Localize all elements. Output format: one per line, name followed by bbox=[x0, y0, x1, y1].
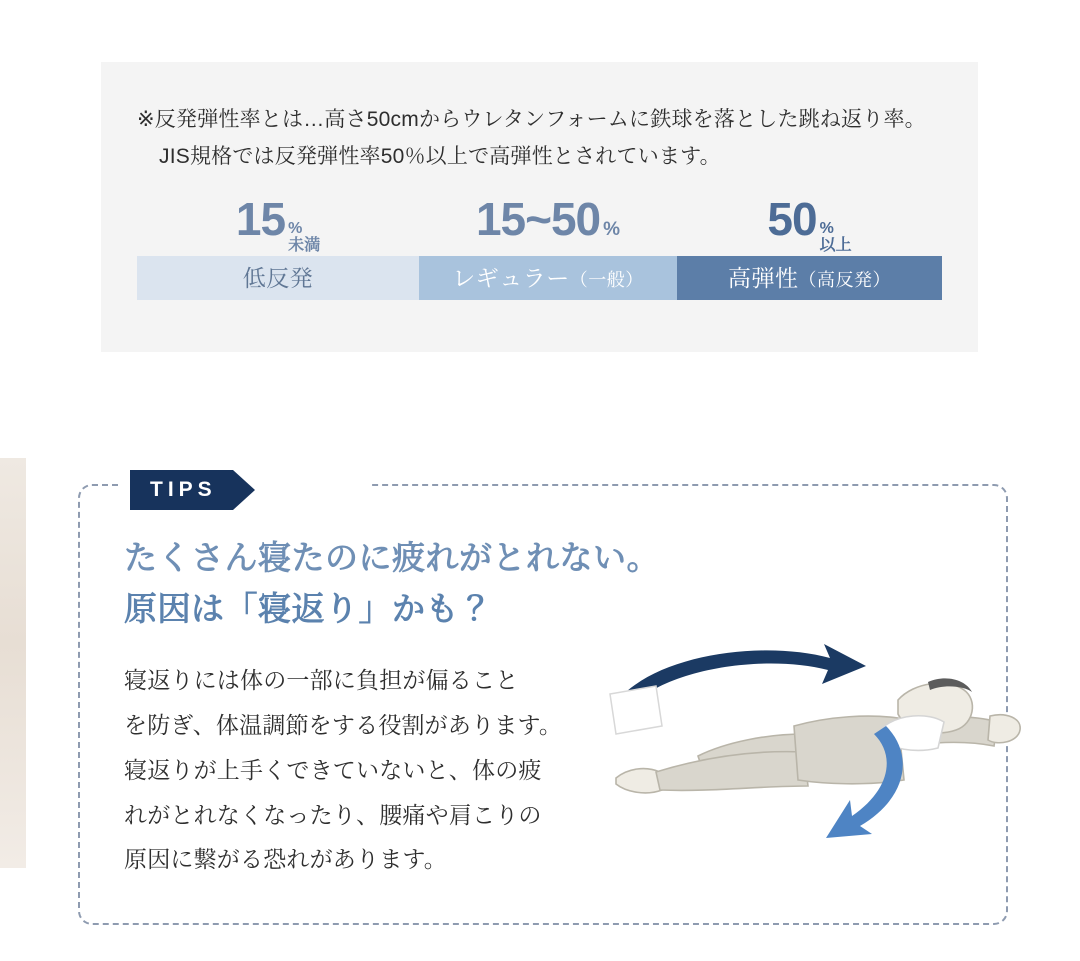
tips-tag-arrow-icon bbox=[233, 470, 255, 510]
scale-number-high: 50 bbox=[767, 193, 817, 245]
scale-value-regular bbox=[475, 193, 621, 248]
tips-body-line-2: を防ぎ、体温調節をする役割があります。 bbox=[124, 711, 563, 738]
tips-body-line-1: 寝返りには体の一部に負担が偏ること bbox=[124, 667, 519, 693]
scale-item-regular bbox=[419, 193, 677, 300]
reflection-rate-note bbox=[137, 102, 942, 176]
scale-label-regular bbox=[419, 256, 677, 300]
scale-value-high bbox=[767, 193, 852, 254]
scale-suffix-high bbox=[820, 221, 852, 255]
tips-tag-label: TIPS bbox=[130, 470, 233, 510]
tips-body-line-4: れがとれなくなったり、腰痛や肩こりの bbox=[124, 801, 542, 828]
tips-body-text bbox=[124, 658, 594, 882]
scale-label-sub-regular: （一般） bbox=[569, 270, 644, 290]
scale-value-low bbox=[235, 193, 321, 254]
body-hand bbox=[988, 715, 1020, 743]
body-legs bbox=[656, 752, 808, 791]
scale-suffix-percent-high: % bbox=[819, 220, 834, 237]
tips-tag bbox=[130, 470, 255, 510]
scale-suffix-percent-low: % bbox=[288, 220, 303, 237]
sleeping-person-rolling-over-illustration bbox=[598, 630, 1028, 850]
tips-heading bbox=[124, 532, 660, 634]
tips-heading-line-1: たくさん寝たのに疲れがとれない。 bbox=[124, 538, 660, 577]
tips-body-line-5: 原因に繋がる恐れがあります。 bbox=[124, 846, 447, 873]
scale-suffix-under-low: 未満 bbox=[288, 236, 321, 254]
note-line-2: JIS規格では反発弾性率50％以上で高弾性とされています。 bbox=[159, 144, 721, 168]
illustration-svg bbox=[598, 630, 1028, 850]
reflection-rate-info-panel bbox=[101, 62, 978, 352]
elasticity-scale bbox=[137, 193, 942, 300]
tips-body-line-3: 寝返りが上手くできていないと、体の疲 bbox=[124, 756, 542, 783]
scale-label-sub-high: （高反発） bbox=[798, 270, 891, 290]
left-edge-image-sliver bbox=[0, 458, 26, 868]
scale-suffix-over-high: 以上 bbox=[819, 236, 852, 254]
scale-item-high-elasticity bbox=[677, 193, 942, 300]
scale-suffix-low bbox=[288, 221, 320, 255]
sheet-corner-shape bbox=[610, 686, 662, 734]
scale-number-regular: 15~50 bbox=[475, 193, 601, 245]
scale-number-low: 15 bbox=[235, 193, 286, 245]
scale-label-text-regular: レギュラー bbox=[452, 265, 570, 291]
scale-label-text-high: 高弾性 bbox=[728, 265, 799, 291]
tips-section bbox=[78, 470, 1008, 925]
scale-label-high-elasticity bbox=[677, 256, 942, 300]
scale-suffix-percent-regular: % bbox=[603, 219, 621, 240]
note-line-1: ※反発弾性率とは…高さ50cmからウレタンフォームに鉄球を落とした跳ね返り率。 bbox=[137, 108, 926, 131]
scale-item-low-rebound bbox=[137, 193, 419, 300]
tips-heading-line-2: 原因は「寝返り」かも？ bbox=[124, 589, 493, 629]
scale-label-low-rebound bbox=[137, 256, 419, 300]
scale-label-text-low: 低反発 bbox=[242, 265, 314, 291]
